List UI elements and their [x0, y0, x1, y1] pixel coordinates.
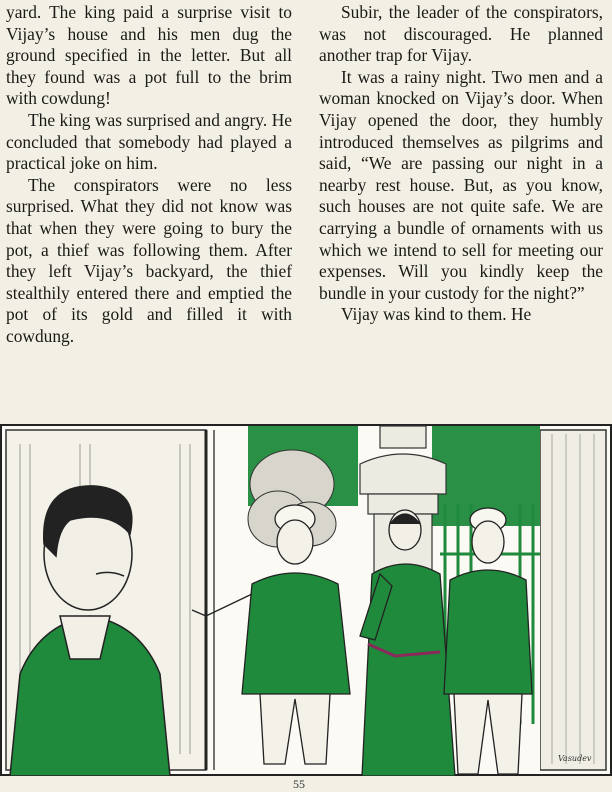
left-text-column	[6, 2, 292, 348]
paragraph: The conspirators were no less surprised. What they did not know was that when they were going to bury the pot, a thief was following them. After they left Vijay’s backyard, the thief stealthily entered there and emptied the pot of its gold and filled it with cowdung.	[6, 174, 292, 346]
right-text-column	[319, 2, 603, 326]
door-frame-right	[540, 430, 606, 770]
paragraph: It was a rainy night. Two men and a woman knocked on Vijay’s door. When Vijay opened the door, they humbly introduced themselves as pilgrims and said, “We are passing our night in a nearby rest house. But, as you know, such houses are not quite safe. We are carrying a bundle of ornaments with us which we intend to sell for meeting our expenses. Will you kindly keep the bundle in your custody for the night?”	[319, 66, 603, 303]
story-illustration	[0, 424, 612, 776]
page-number: 55	[293, 777, 305, 791]
paragraph: yard. The king paid a surprise visit to Vijay’s house and his men dug the ground specified in the letter. But all they found was a pot full to the brim with cowdung!	[6, 2, 292, 109]
paragraph: The king was surprised and angry. He concluded that somebody had played a practical joke on him.	[6, 109, 292, 174]
artist-signature: Vasudev	[558, 754, 592, 763]
illustration-drawing	[0, 424, 612, 776]
paragraph: Subir, the leader of the conspirators, was not discouraged. He planned another trap for Vijay.	[319, 2, 603, 66]
paragraph: Vijay was kind to them. He	[341, 304, 532, 325]
